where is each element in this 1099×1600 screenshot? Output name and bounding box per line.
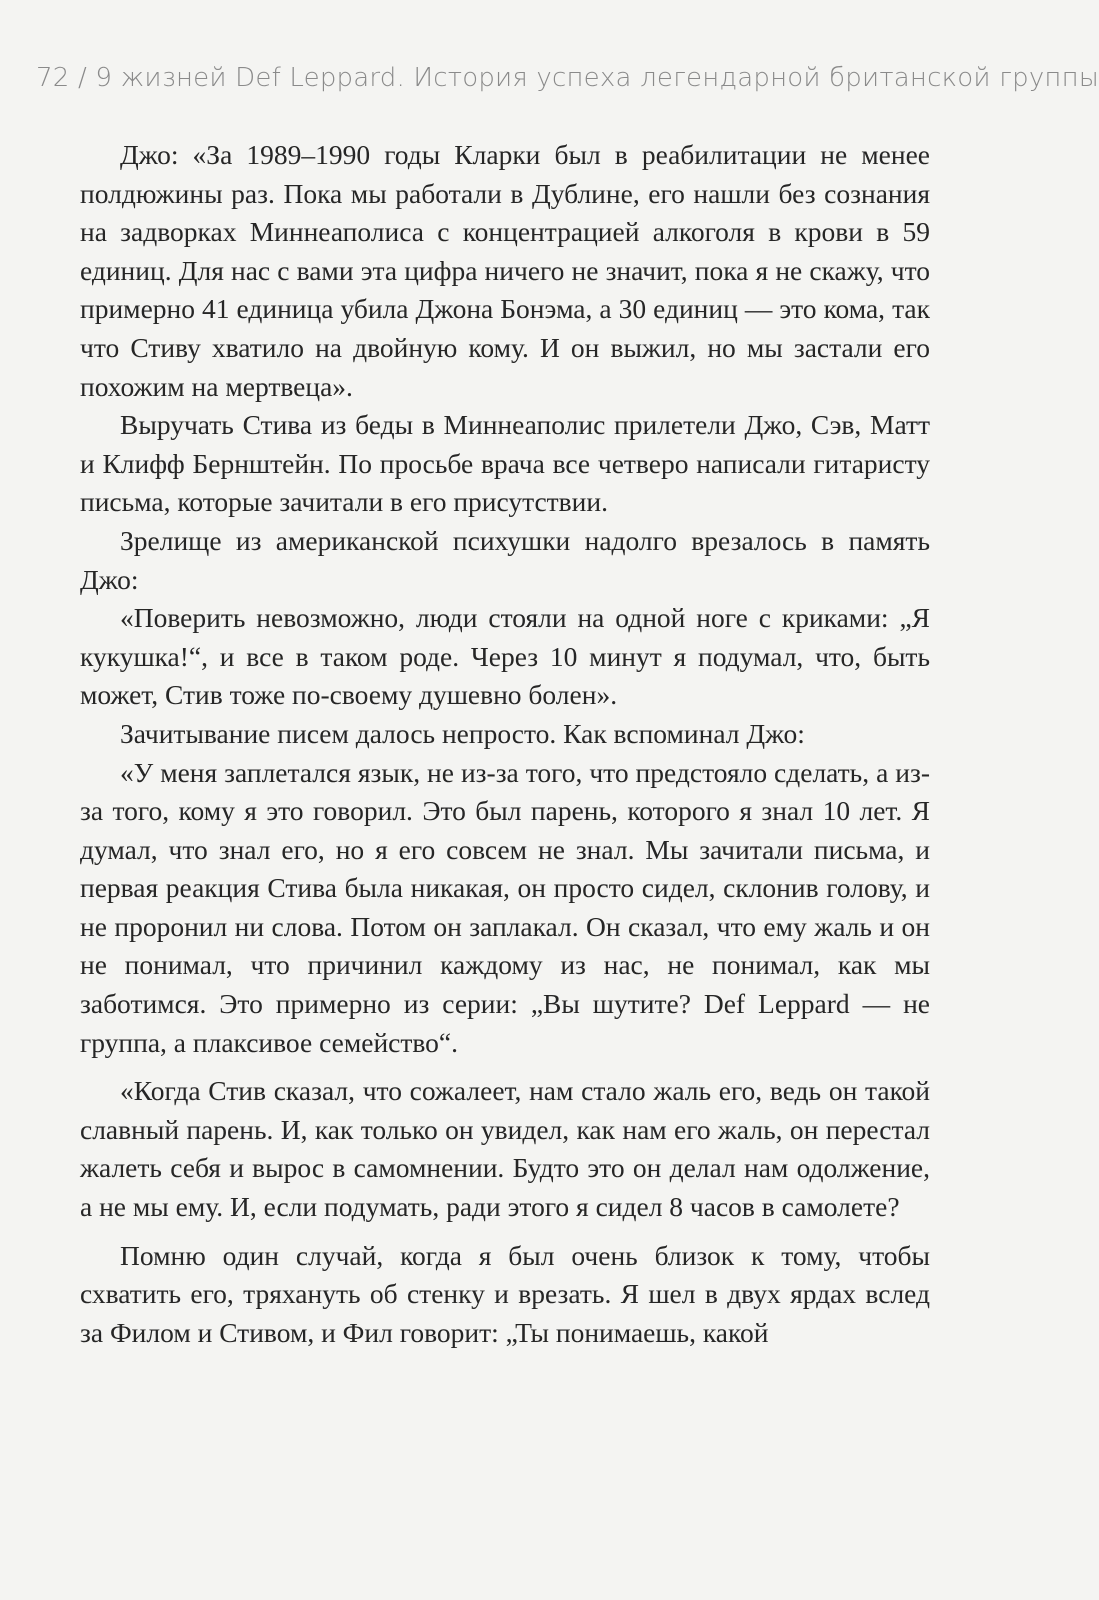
body-text [80, 136, 930, 1352]
paragraph: Выручать Стива из беды в Миннеаполис прилетели Джо, Сэв, Матт и Клифф Бернштейн. По просьбе врача все четверо написали гитаристу письма, которые зачитали в его присутствии. [80, 409, 930, 518]
paragraph: «У меня заплетался язык, не из-за того, что предстояло сделать, а из-за того, кому я это говорил. Это был парень, которого я знал 10 лет. Я думал, что знал его, но я его совсем не знал. Мы зачитали письма, и первая реакция Стива была никакая, он просто сидел, склонив голову, и не проронил ни слова. Потом он заплакал. Он сказал, что ему жаль и он не понимал, что причинил каждому из нас, не понимал, как мы заботимся. Это примерно из серии: „Вы шутите? Def Leppard — не группа, а плаксивое семейство“. [80, 756, 930, 1058]
paragraph: Зачитывание писем далось непросто. Как вспоминал Джо: [120, 717, 805, 749]
paragraph: Помню один случай, когда я был очень близок к тому, чтобы схватить его, тряхануть об стенку и врезать. Я шел в двух ярдах вслед за Филом и Стивом, и Фил говорит: „Ты понимаешь, какой [80, 1239, 930, 1348]
running-header: 72 / 9 жизней Def Leppard. История успеха легендарной британской группы [36, 63, 1099, 93]
paragraph: Зрелище из американской психушки надолго врезалось в память Джо: [80, 524, 930, 595]
paragraph: «Поверить невозможно, люди стояли на одной ноге с криками: „Я кукушка!“, и все в таком роде. Через 10 минут я подумал, что, быть может, Стив тоже по-своему душевно болен». [80, 602, 930, 711]
paragraph: Джо: «За 1989–1990 годы Кларки был в реабилитации не менее полдюжины раз. Пока мы работали в Дублине, его нашли без сознания на задворках Миннеаполиса с концентрацией алкоголя в крови в 59 единиц. Для нас с вами эта цифра ничего не значит, пока я не скажу, что примерно 41 единица убила Джона Бонэма, а 30 единиц — это кома, так что Стиву хватило на двойную кому. И он выжил, но мы застали его похожим на мертвеца». [80, 139, 930, 402]
paragraph: «Когда Стив сказал, что сожалеет, нам стало жаль его, ведь он такой славный парень. И, как только он увидел, как нам его жаль, он перестал жалеть себя и вырос в самомнении. Будто это он делал нам одолжение, а не мы ему. И, если подумать, ради этого я сидел 8 часов в самолете? [80, 1075, 930, 1223]
